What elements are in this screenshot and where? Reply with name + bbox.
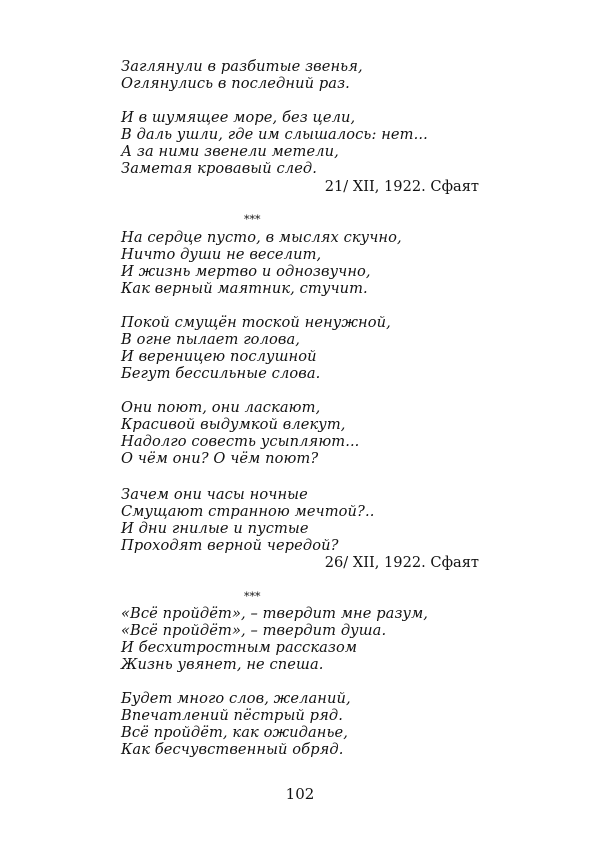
poem-line: Будет много слов, желаний, xyxy=(121,690,351,707)
poem-line: Смущают странною мечтой?.. xyxy=(121,503,375,520)
poem-line: Проходят верной чередой? xyxy=(121,537,339,554)
poem-line: А за ними звенели метели, xyxy=(121,143,339,160)
poem-line: О чём они? О чём поют? xyxy=(121,450,319,467)
poem-line: В огне пылает голова, xyxy=(121,331,300,348)
poem-date: 21/ XII, 1922. Сфаят xyxy=(324,178,479,195)
poem-line: Зачем они часы ночные xyxy=(121,486,308,503)
poem-line: «Всё пройдёт», – твердит душа. xyxy=(121,622,387,639)
poem-line: И в шумящее море, без цели, xyxy=(121,109,356,126)
poem-line: «Всё пройдёт», – твердит мне разум, xyxy=(121,605,429,622)
poem-line: Ничто души не веселит, xyxy=(121,246,322,263)
poem-line: Заметая кровавый след. xyxy=(121,160,318,177)
poem-line: Красивой выдумкой влекут, xyxy=(121,416,346,433)
poem-line: И вереницею послушной xyxy=(121,348,317,365)
poem-line: Заглянули в разбитые звенья, xyxy=(121,58,363,75)
poem-line: Как бесчувственный обряд. xyxy=(121,741,344,758)
poem-line: На сердце пусто, в мыслях скучно, xyxy=(121,229,402,246)
poem-line: И бесхитростным рассказом xyxy=(121,639,358,656)
section-separator: *** xyxy=(244,213,261,226)
poem-line: Оглянулись в последний раз. xyxy=(121,75,350,92)
poem-line: Они поют, они ласкают, xyxy=(121,399,321,416)
poem-line: Жизнь увянет, не спеша. xyxy=(121,656,324,673)
section-separator: *** xyxy=(244,590,261,603)
poem-line: Как верный маятник, стучит. xyxy=(121,280,368,297)
poem-line: Впечатлений пёстрый ряд. xyxy=(121,707,343,724)
poem-line: И дни гнилые и пустые xyxy=(121,520,309,537)
poem-date: 26/ XII, 1922. Сфаят xyxy=(324,554,479,571)
poem-line: Всё пройдёт, как ожиданье, xyxy=(121,724,349,741)
poem-line: В даль ушли, где им слышалось: нет... xyxy=(121,126,428,143)
poem-line: И жизнь мертво и однозвучно, xyxy=(121,263,371,280)
poem-line: Покой смущён тоской ненужной, xyxy=(121,314,391,331)
poem-line: Надолго совесть усыпляют... xyxy=(121,433,360,450)
poem-line: Бегут бессильные слова. xyxy=(121,365,321,382)
page-number: 102 xyxy=(285,785,315,803)
